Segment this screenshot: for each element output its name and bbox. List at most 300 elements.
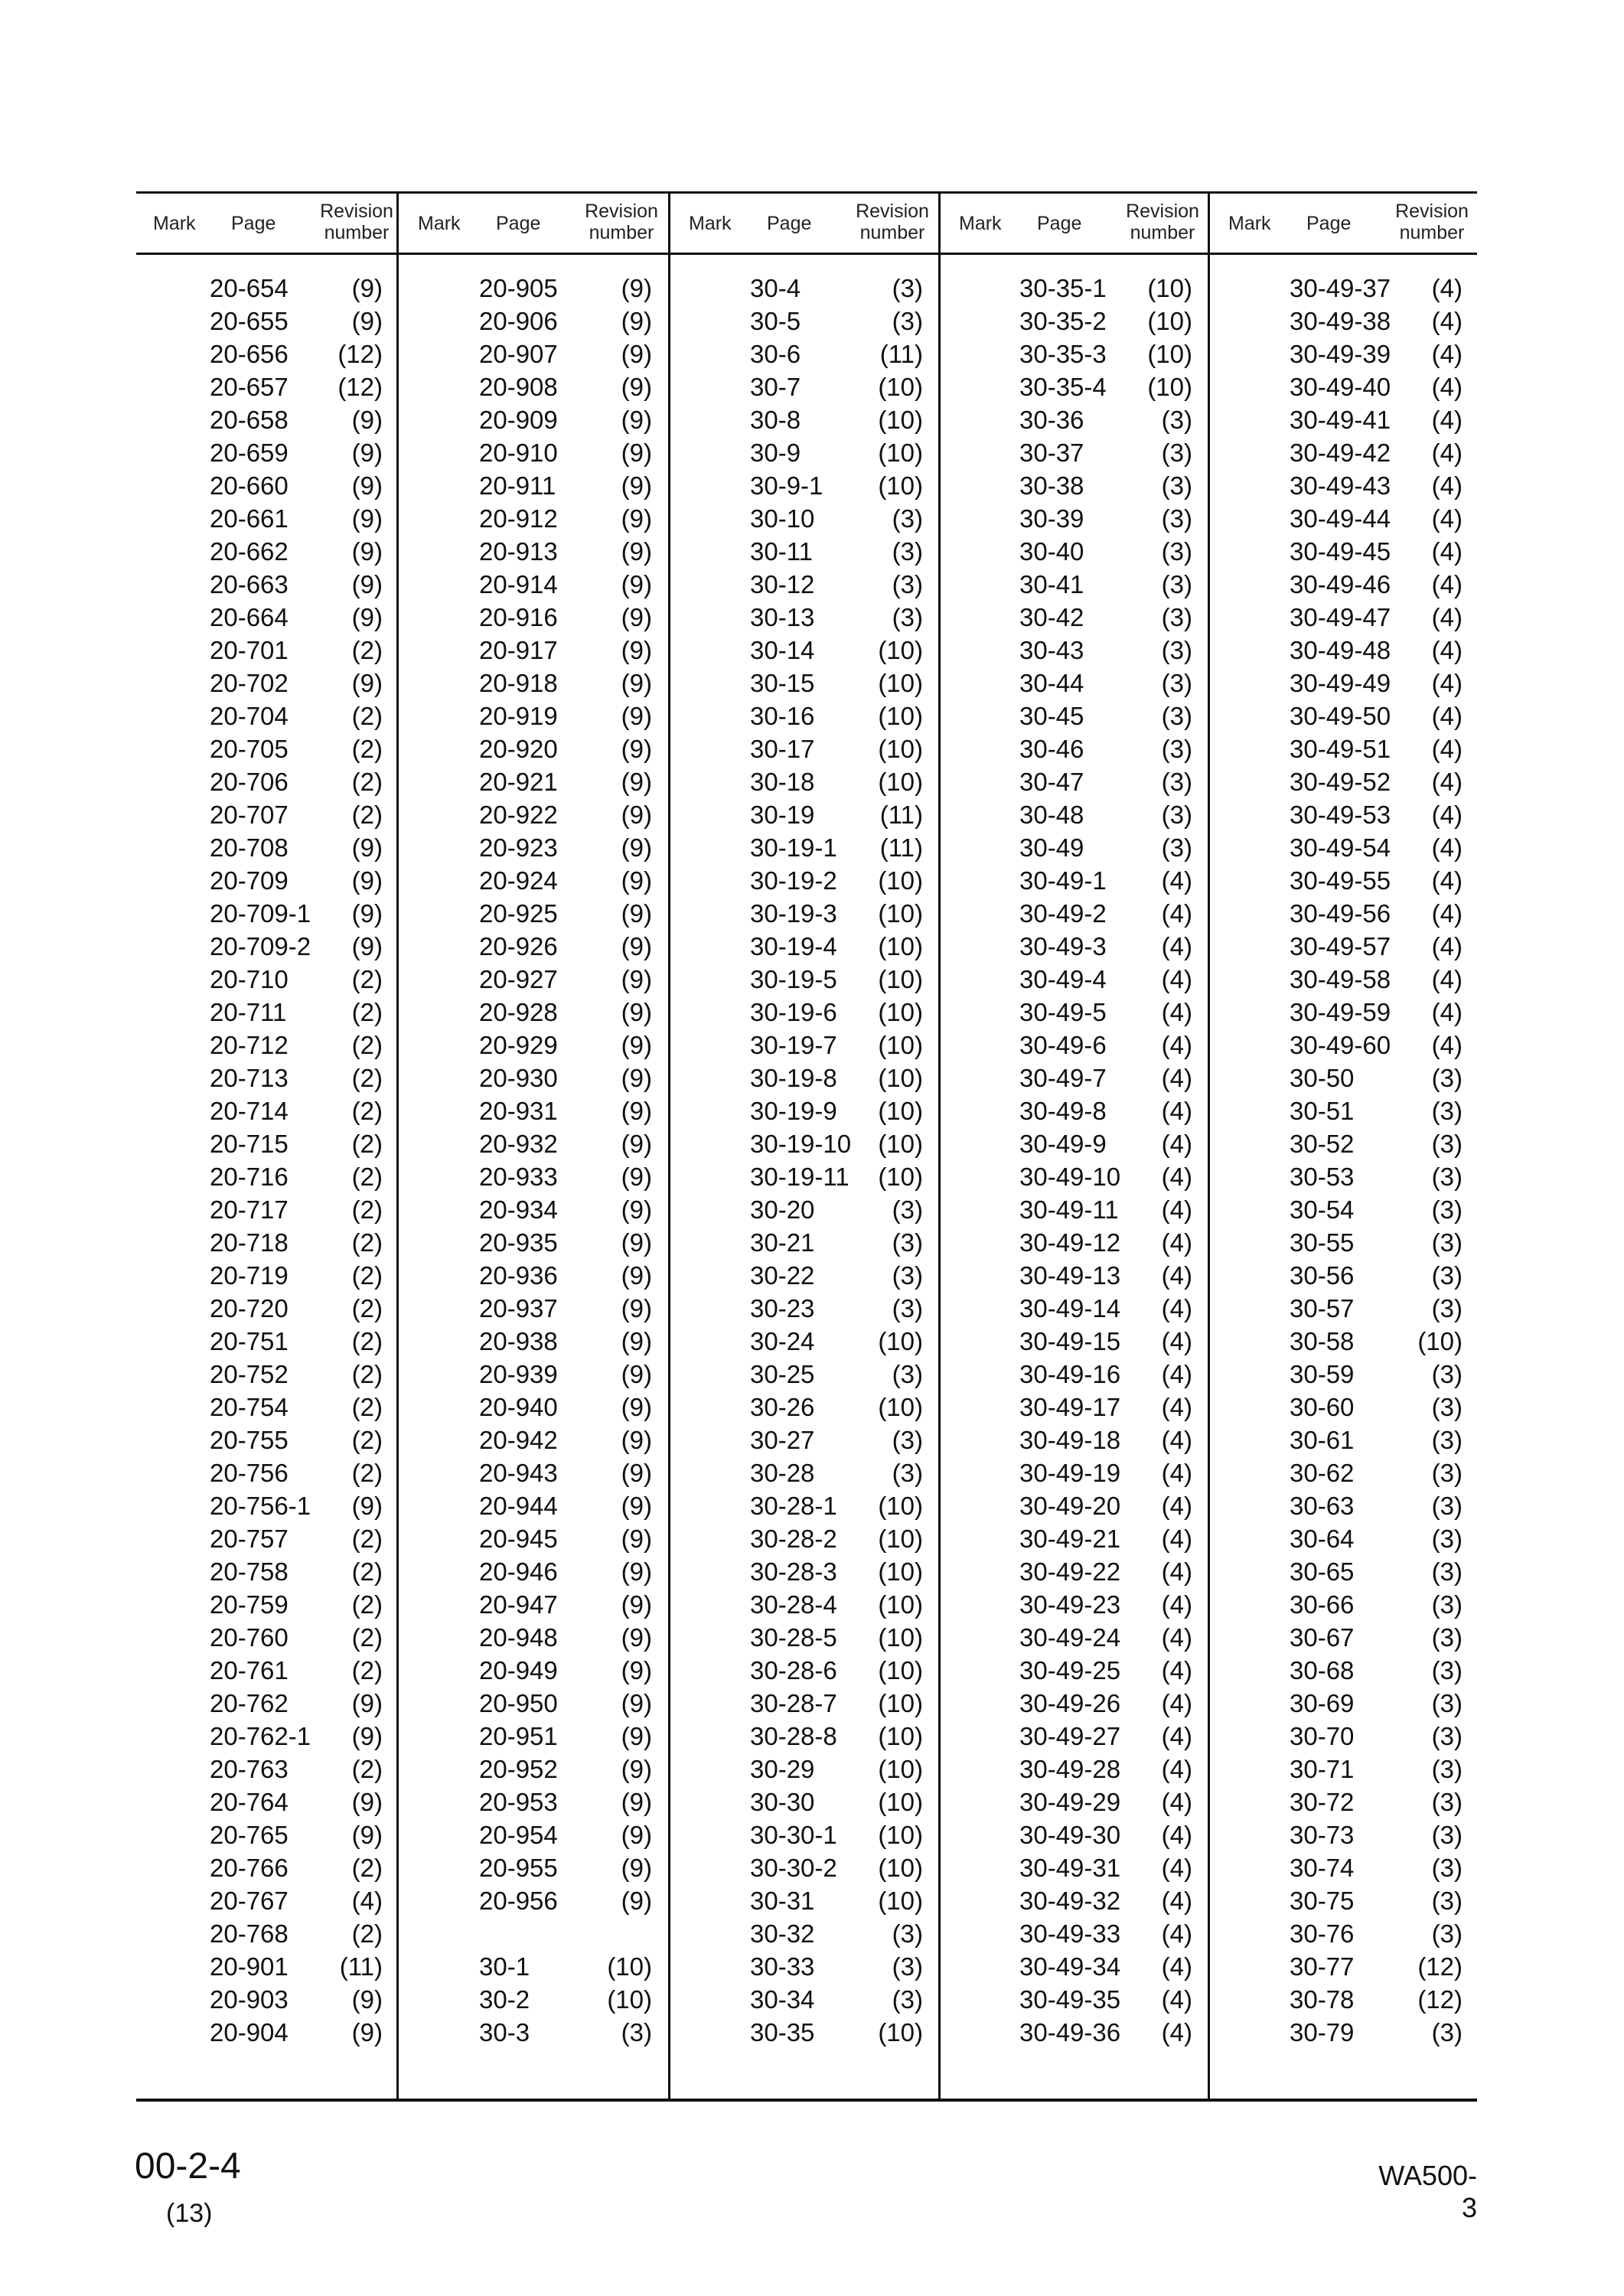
page-cell: 30-35-3 [1019, 340, 1107, 368]
page-cell: 20-702 [210, 669, 289, 697]
page-cell: 30-19-7 [750, 1031, 837, 1059]
table-row [1019, 403, 1192, 436]
page-cell: 30-49-45 [1290, 537, 1391, 566]
page-cell: 30-46 [1019, 735, 1084, 763]
table-row [1290, 568, 1463, 601]
table-row [750, 305, 923, 338]
column-header [401, 194, 665, 253]
header-mark: Mark [418, 213, 461, 234]
revision-cell: (2) [351, 1854, 383, 1882]
page-cell: 20-711 [210, 998, 287, 1026]
page-cell: 20-664 [210, 603, 289, 631]
table-row [210, 1456, 383, 1489]
header-revision-line1: Revision [1126, 201, 1199, 222]
revision-cell: (4) [1161, 1393, 1192, 1421]
table-row [479, 700, 652, 732]
revision-cell: (4) [1161, 1985, 1192, 2014]
page-cell: 20-658 [210, 406, 289, 434]
revision-cell: (10) [878, 965, 923, 993]
header-revision-line1: Revision [1395, 201, 1469, 222]
table-row [210, 338, 383, 370]
revision-cell: (10) [878, 1327, 923, 1355]
table-row [210, 1621, 383, 1654]
revision-cell: (4) [1161, 1854, 1192, 1882]
revision-cell: (4) [1161, 1064, 1192, 1092]
page-cell: 30-11 [750, 537, 813, 566]
page-cell: 30-12 [750, 570, 815, 598]
table-row [750, 1325, 923, 1358]
page-cell: 30-68 [1290, 1656, 1355, 1684]
revision-cell: (9) [621, 965, 652, 993]
revision-cell: (9) [621, 801, 652, 829]
page-cell: 30-28-5 [750, 1623, 837, 1652]
revision-cell: (9) [621, 1689, 652, 1717]
table-row [750, 1753, 923, 1786]
revision-cell: (11) [879, 340, 923, 368]
revision-cell: (4) [1161, 1689, 1192, 1717]
revision-cell: (3) [1431, 1360, 1463, 1388]
revision-cell: (2) [351, 1755, 383, 1783]
table-row [750, 700, 923, 732]
page-cell: 20-756 [210, 1459, 289, 1487]
revision-cell: (9) [351, 1689, 383, 1717]
page-cell: 20-764 [210, 1788, 289, 1816]
revision-cell: (11) [879, 801, 923, 829]
page-cell: 30-70 [1290, 1722, 1355, 1750]
table-row [750, 1588, 923, 1621]
header-page: Page [1037, 213, 1082, 234]
page-cell: 30-44 [1019, 669, 1084, 697]
revision-cell: (9) [351, 669, 383, 697]
revision-cell: (2) [351, 702, 383, 730]
table-row [210, 1193, 383, 1226]
table-row [1019, 1851, 1192, 1884]
table-row [210, 568, 383, 601]
revision-cell: (2) [351, 998, 383, 1026]
table-row [479, 1226, 652, 1259]
table-row [1290, 930, 1463, 963]
table-row [750, 798, 923, 831]
revision-cell: (10) [878, 768, 923, 796]
table-row [1019, 667, 1192, 700]
table-row [750, 1621, 923, 1654]
header-revision [1120, 201, 1205, 243]
revision-cell: (9) [621, 406, 652, 434]
table-row [750, 568, 923, 601]
page-cell: 20-952 [479, 1755, 558, 1783]
table-row [1290, 897, 1463, 930]
revision-cell: (3) [1431, 1525, 1463, 1553]
table-row [210, 305, 383, 338]
revision-cell: (9) [621, 1887, 652, 1915]
revision-cell: (4) [1431, 866, 1463, 895]
table-row [1290, 1621, 1463, 1654]
table-row [750, 765, 923, 798]
page-cell: 30-49-9 [1019, 1130, 1107, 1158]
page-cell: 30-49-53 [1290, 801, 1391, 829]
table-row [479, 403, 652, 436]
page-cell: 20-940 [479, 1393, 558, 1421]
table-row [750, 1127, 923, 1160]
table-row [750, 1983, 923, 2016]
revision-cell: (9) [621, 340, 652, 368]
page-cell: 20-912 [479, 504, 558, 533]
page-cell: 30-59 [1290, 1360, 1355, 1388]
table-row [210, 1983, 383, 2016]
page-cell: 20-934 [479, 1195, 558, 1224]
revision-cell: (4) [1161, 1492, 1192, 1520]
revision-cell: (4) [1431, 899, 1463, 928]
page-cell: 30-49-31 [1019, 1854, 1121, 1882]
table-row [1290, 1424, 1463, 1456]
header-revision-line2: number [1399, 222, 1465, 243]
table-row [210, 996, 383, 1029]
table-row [750, 1358, 923, 1391]
table-row [750, 864, 923, 897]
table-row [210, 1522, 383, 1555]
table-row [479, 1753, 652, 1786]
header-page: Page [231, 213, 276, 234]
header-mark: Mark [1228, 213, 1271, 234]
revision-cell: (4) [1161, 1590, 1192, 1619]
page-cell: 30-43 [1019, 636, 1084, 664]
page-cell: 20-759 [210, 1590, 289, 1619]
revision-cell: (4) [1161, 1525, 1192, 1553]
revision-cell: (10) [878, 1163, 923, 1191]
page-cell: 20-659 [210, 439, 289, 467]
page-cell: 30-49-48 [1290, 636, 1391, 664]
revision-cell: (9) [351, 439, 383, 467]
table-row [1290, 338, 1463, 370]
page-cell: 30-4 [750, 274, 801, 302]
table-row [750, 436, 923, 469]
revision-cell: (3) [1161, 471, 1192, 500]
page-cell: 20-654 [210, 274, 289, 302]
table-row [1290, 1292, 1463, 1325]
page-cell: 20-706 [210, 768, 289, 796]
revision-cell: (10) [1147, 373, 1192, 401]
table-row [1290, 1983, 1463, 2016]
revision-cell: (11) [339, 1952, 383, 1981]
page-cell: 30-66 [1290, 1590, 1355, 1619]
revision-cell: (4) [1431, 932, 1463, 960]
page-cell: 20-761 [210, 1656, 289, 1684]
page-cell: 30-48 [1019, 801, 1084, 829]
page-cell: 20-767 [210, 1887, 289, 1915]
revision-cell: (3) [1431, 1722, 1463, 1750]
revision-cell: (2) [351, 965, 383, 993]
page-cell: 30-49-46 [1290, 570, 1391, 598]
header-page: Page [767, 213, 812, 234]
table-row [479, 1193, 652, 1226]
page-cell: 30-30-1 [750, 1821, 837, 1849]
table-row [479, 1654, 652, 1687]
revision-cell: (3) [892, 537, 923, 566]
revision-cell: (4) [1431, 702, 1463, 730]
revision-cell: (2) [351, 1097, 383, 1125]
table-row [479, 1818, 652, 1851]
page-cell: 30-49-37 [1290, 274, 1391, 302]
table-row [750, 1654, 923, 1687]
revision-cell: (4) [1161, 1722, 1192, 1750]
table-row [479, 272, 652, 305]
revision-cell: (9) [351, 274, 383, 302]
revision-cell: (9) [621, 1656, 652, 1684]
page-cell: 30-49-20 [1019, 1492, 1121, 1520]
page-cell: 30-55 [1290, 1228, 1355, 1257]
revision-cell: (4) [351, 1887, 383, 1915]
page-cell: 30-28-8 [750, 1722, 837, 1750]
table-row [1019, 1062, 1192, 1094]
table-row [1290, 1391, 1463, 1424]
page-cell: 30-60 [1290, 1393, 1355, 1421]
table-row [1019, 502, 1192, 535]
revision-cell: (3) [1161, 735, 1192, 763]
table-row [1290, 700, 1463, 732]
header-mark: Mark [959, 213, 1002, 234]
revision-cell: (3) [1431, 1130, 1463, 1158]
table-row [210, 765, 383, 798]
revision-cell: (9) [621, 439, 652, 467]
table-row [210, 667, 383, 700]
revision-cell: (12) [338, 340, 383, 368]
table-row [210, 864, 383, 897]
table-row [210, 2016, 383, 2049]
table-row [1019, 1522, 1192, 1555]
page-cell: 20-922 [479, 801, 558, 829]
page-cell: 20-918 [479, 669, 558, 697]
table-row [210, 370, 383, 403]
revision-cell: (9) [351, 833, 383, 862]
table-row [479, 996, 652, 1029]
table-row [479, 1358, 652, 1391]
page-cell: 30-18 [750, 768, 815, 796]
page-cell: 20-917 [479, 636, 558, 664]
revision-cell: (9) [621, 373, 652, 401]
revision-cell: (9) [351, 537, 383, 566]
page-cell: 30-65 [1290, 1557, 1355, 1586]
page-cell: 20-712 [210, 1031, 289, 1059]
page-cell: 20-921 [479, 768, 558, 796]
table-row [1290, 1818, 1463, 1851]
page-cell: 30-49-28 [1019, 1755, 1121, 1783]
table-row [1019, 831, 1192, 864]
revision-cell: (2) [351, 1327, 383, 1355]
revision-cell: (3) [1161, 603, 1192, 631]
table-row [1019, 732, 1192, 765]
page-cell: 30-28-3 [750, 1557, 837, 1586]
table-row [210, 469, 383, 502]
table-row [1019, 370, 1192, 403]
table-row [479, 1325, 652, 1358]
revision-cell: (2) [351, 801, 383, 829]
page-cell: 30-35-4 [1019, 373, 1107, 401]
table-row [1290, 1094, 1463, 1127]
revision-cell: (10) [878, 932, 923, 960]
page-cell: 20-933 [479, 1163, 558, 1191]
table-row [1290, 1917, 1463, 1950]
column-divider [396, 191, 399, 2101]
page-cell: 20-936 [479, 1261, 558, 1290]
revision-cell: (3) [892, 1985, 923, 2014]
table-row [1290, 1259, 1463, 1292]
page-cell: 30-35-1 [1019, 274, 1107, 302]
table-row [479, 1160, 652, 1193]
page-cell: 20-914 [479, 570, 558, 598]
page-cell: 30-49-26 [1019, 1689, 1121, 1717]
revision-cell: (4) [1161, 1821, 1192, 1849]
table-row [210, 634, 383, 667]
revision-cell: (10) [607, 1952, 652, 1981]
revision-cell: (2) [351, 1228, 383, 1257]
table-row [479, 502, 652, 535]
revision-cell: (9) [351, 1722, 383, 1750]
table-row [210, 1292, 383, 1325]
page-cell: 30-28-2 [750, 1525, 837, 1553]
table-row [479, 765, 652, 798]
page-cell: 30-49-42 [1290, 439, 1391, 467]
table-row [750, 1950, 923, 1983]
revision-cell: (3) [1431, 1261, 1463, 1290]
revision-cell: (4) [1161, 1426, 1192, 1454]
revision-cell: (10) [1417, 1327, 1463, 1355]
revision-cell: (3) [1161, 406, 1192, 434]
revision-cell: (4) [1161, 965, 1192, 993]
table-row [479, 897, 652, 930]
page-cell: 30-61 [1290, 1426, 1355, 1454]
table-row [750, 1884, 923, 1917]
page-cell: 30-28 [750, 1459, 815, 1487]
table-row [1019, 1753, 1192, 1786]
revision-cell: (9) [621, 669, 652, 697]
revision-cell: (9) [621, 1195, 652, 1224]
revision-cell: (10) [878, 373, 923, 401]
table-row [1290, 1029, 1463, 1062]
table-row [750, 1720, 923, 1753]
table-row [1290, 370, 1463, 403]
page-cell: 30-19-5 [750, 965, 837, 993]
page-cell: 20-948 [479, 1623, 558, 1652]
table-row [210, 732, 383, 765]
revision-cell: (3) [1161, 768, 1192, 796]
table-row [1290, 535, 1463, 568]
revision-cell: (3) [1161, 439, 1192, 467]
revision-cell: (4) [1431, 801, 1463, 829]
page-cell: 30-49-29 [1019, 1788, 1121, 1816]
table-row [750, 1029, 923, 1062]
page-cell: 20-947 [479, 1590, 558, 1619]
table-row [750, 634, 923, 667]
table-row [210, 897, 383, 930]
table-row [210, 502, 383, 535]
page-cell: 30-49-30 [1019, 1821, 1121, 1849]
revision-cell: (2) [351, 1656, 383, 1684]
table-row [1019, 338, 1192, 370]
revision-cell: (10) [878, 1064, 923, 1092]
revision-cell: (9) [351, 603, 383, 631]
page-cell: 30-19-6 [750, 998, 837, 1026]
page-cell: 30-30 [750, 1788, 815, 1816]
revision-cell: (4) [1161, 1919, 1192, 1948]
table-row [1019, 1193, 1192, 1226]
page-cell: 30-13 [750, 603, 815, 631]
page-cell: 30-8 [750, 406, 801, 434]
page-cell: 20-939 [479, 1360, 558, 1388]
page-cell: 30-56 [1290, 1261, 1355, 1290]
header-revision-line2: number [589, 222, 654, 243]
table-row [210, 1259, 383, 1292]
table-row [210, 1094, 383, 1127]
page-cell: 30-49-36 [1019, 2018, 1121, 2047]
table-row [210, 272, 383, 305]
revision-cell: (4) [1431, 998, 1463, 1026]
page-cell: 30-49-13 [1019, 1261, 1121, 1290]
table-row [479, 1456, 652, 1489]
page-cell: 20-755 [210, 1426, 289, 1454]
revision-cell: (9) [621, 1755, 652, 1783]
page-cell: 30-39 [1019, 504, 1084, 533]
table-row [210, 930, 383, 963]
page-cell: 30-74 [1290, 1854, 1355, 1882]
table-row [750, 1456, 923, 1489]
table-row [750, 1489, 923, 1522]
column-divider [1208, 191, 1210, 2101]
table-row [750, 1917, 923, 1950]
page-cell: 20-916 [479, 603, 558, 631]
revision-cell: (3) [1161, 702, 1192, 730]
table-row [210, 1127, 383, 1160]
table-row [1290, 765, 1463, 798]
table-row [1019, 1160, 1192, 1193]
revision-cell: (10) [878, 1788, 923, 1816]
table-row [1019, 1358, 1192, 1391]
revision-cell: (4) [1431, 1031, 1463, 1059]
revision-cell: (2) [351, 1261, 383, 1290]
table-row [479, 568, 652, 601]
table-row [750, 1786, 923, 1818]
table-row [479, 1687, 652, 1720]
revision-cell: (9) [621, 932, 652, 960]
page-cell: 30-73 [1290, 1821, 1355, 1849]
page-cell: 30-19 [750, 801, 815, 829]
revision-cell: (3) [621, 2018, 652, 2047]
revision-cell: (10) [878, 1130, 923, 1158]
revision-cell: (4) [1161, 1228, 1192, 1257]
page-cell: 30-49-34 [1019, 1952, 1121, 1981]
table-row [1290, 272, 1463, 305]
table-row [1019, 700, 1192, 732]
revision-cell: (3) [1431, 2018, 1463, 2047]
table-row [1019, 1786, 1192, 1818]
table-row [750, 1226, 923, 1259]
page-cell: 20-719 [210, 1261, 289, 1290]
page-cell: 30-9 [750, 439, 801, 467]
revision-cell: (9) [621, 1097, 652, 1125]
table-row [1019, 996, 1192, 1029]
page-cell: 30-28-7 [750, 1689, 837, 1717]
table-row [210, 700, 383, 732]
revision-cell: (3) [1161, 833, 1192, 862]
page-cell: 30-49-33 [1019, 1919, 1121, 1948]
page-cell: 30-62 [1290, 1459, 1355, 1487]
page-cell: 30-49-24 [1019, 1623, 1121, 1652]
table-row [479, 1555, 652, 1588]
page-cell: 30-19-11 [750, 1163, 850, 1191]
page-cell: 20-766 [210, 1854, 289, 1882]
revision-cell: (10) [878, 1525, 923, 1553]
page-cell: 30-49-16 [1019, 1360, 1121, 1388]
table-row [1290, 436, 1463, 469]
